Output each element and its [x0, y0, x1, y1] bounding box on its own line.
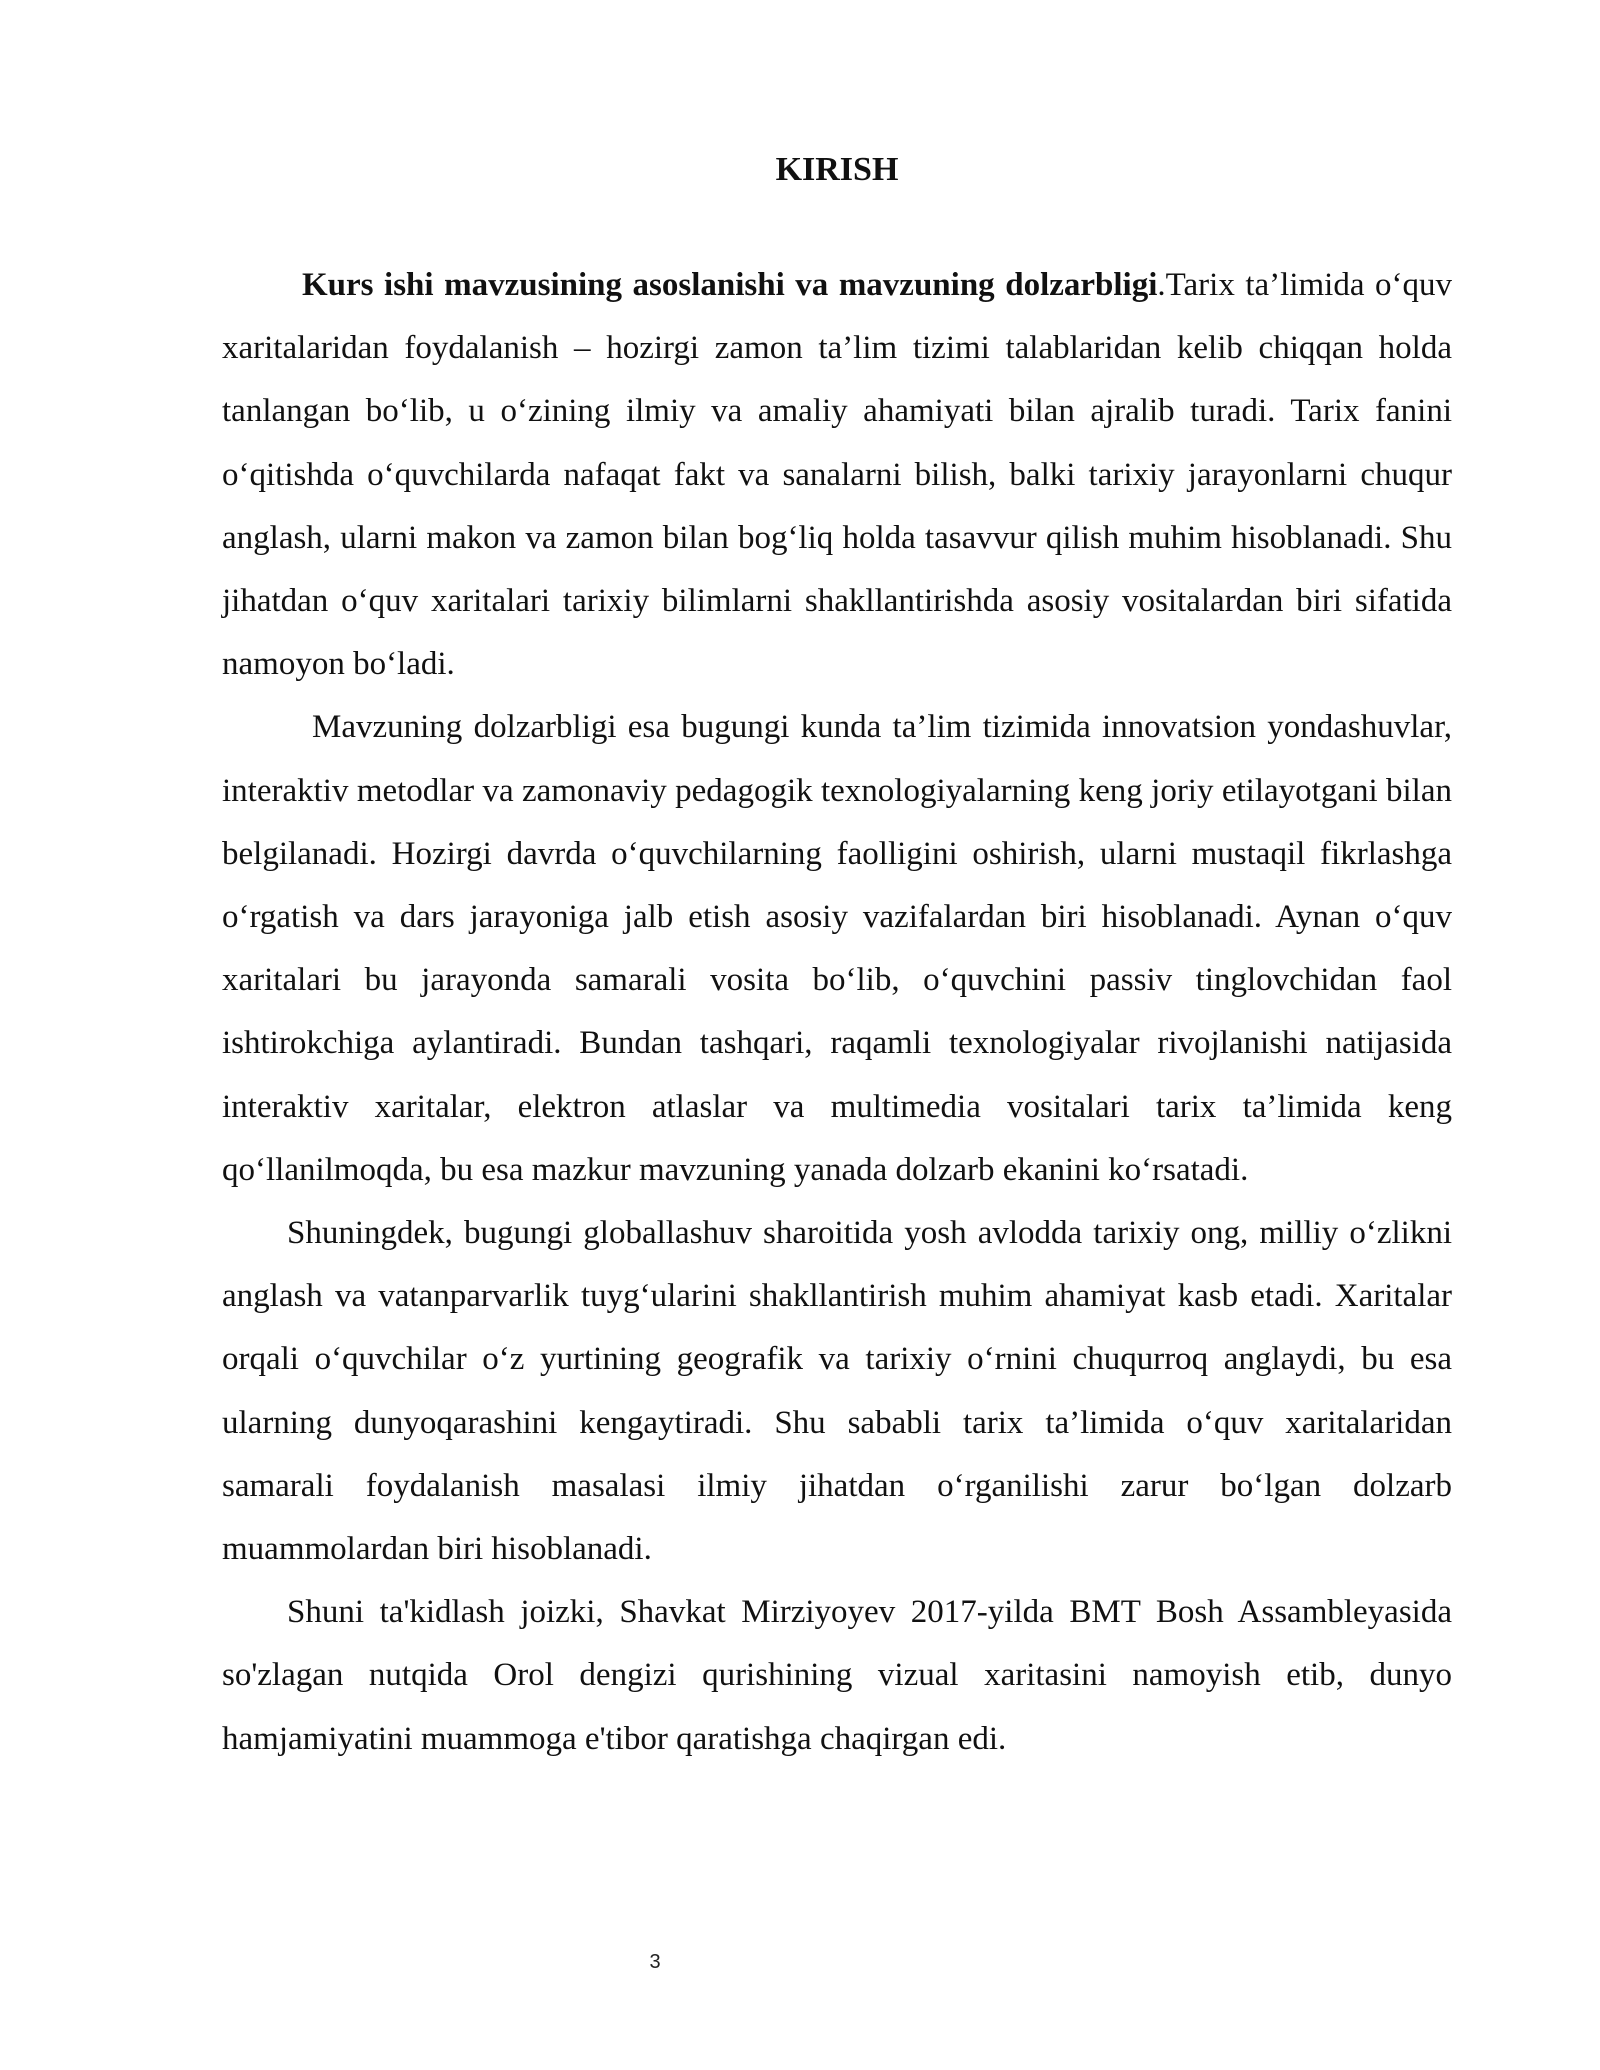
paragraph-4: Shuni ta'kidlash joizki, Shavkat Mirziyoyev 2017-yilda BMT Bosh Assambleyasida so'zlagan nutqida Orol dengizi qurishining vizual xaritasini namoyish etib, dunyo hamjamiyatini muammoga e'tibor qaratishga chaqirgan edi.: [222, 1594, 1452, 1757]
paragraph-1: [222, 254, 1452, 696]
paragraph-1-lead: Kurs ishi mavzusining asoslanishi va mavzuning dolzarbligi: [302, 267, 1158, 303]
paragraph-1-text: .Tarix ta’limida o‘quv xaritalaridan foydalanish – hozirgi zamon ta’lim tizimi talablaridan kelib chiqqan holda tanlangan bo‘lib, u o‘zining ilmiy va amaliy ahamiyati bilan ajralib turadi. Tarix fanini o‘qitishda o‘quvchilarda nafaqat fakt va sanalarni bilish, balki tarixiy jarayonlarni chuqur anglash, ularni makon va zamon bilan bog‘liq holda tasavvur qilish muhim hisoblanadi. Shu jihatdan o‘quv xaritalari tarixiy bilimlarni shakllantirishda asosiy vositalardan biri sifatida namoyon bo‘ladi.: [222, 267, 1452, 683]
paragraph-2: Mavzuning dolzarbligi esa bugungi kunda ta’lim tizimida innovatsion yondashuvlar, interaktiv metodlar va zamonaviy pedagogik texnologiyalarning keng joriy etilayotgani bilan belgilanadi. Hozirgi davrda o‘quvchilarning faolligini oshirish, ularni mustaqil fikrlashga o‘rgatish va dars jarayoniga jalb etish asosiy vazifalardan biri hisoblanadi. Aynan o‘quv xaritalari bu jarayonda samarali vosita bo‘lib, o‘quvchini passiv tinglovchidan faol ishtirokchiga aylantiradi. Bundan tashqari, raqamli texnologiyalar rivojlanishi natijasida interaktiv xaritalar, elektron atlaslar va multimedia vositalari tarix ta’limida keng qo‘llanilmoqda, bu esa mazkur mavzuning yanada dolzarb ekanini ko‘rsatadi.: [222, 709, 1452, 1188]
paragraph-3: Shuningdek, bugungi globallashuv sharoitida yosh avlodda tarixiy ong, milliy o‘zlikni anglash va vatanparvarlik tuyg‘ularini shakllantirish muhim ahamiyat kasb etadi. Xaritalar orqali o‘quvchilar o‘z yurtining geografik va tarixiy o‘rnini chuqurroq anglaydi, bu esa ularning dunyoqarashini kengaytiradi. Shu sababli tarix ta’limida o‘quv xaritalaridan samarali foydalanish masalasi ilmiy jihatdan o‘rganilishi zarur bo‘lgan dolzarb muammolardan biri hisoblanadi.: [222, 1215, 1452, 1568]
page-number: 3: [649, 1951, 661, 1973]
section-heading: KIRISH: [775, 151, 899, 188]
body-text: [222, 254, 1452, 1771]
